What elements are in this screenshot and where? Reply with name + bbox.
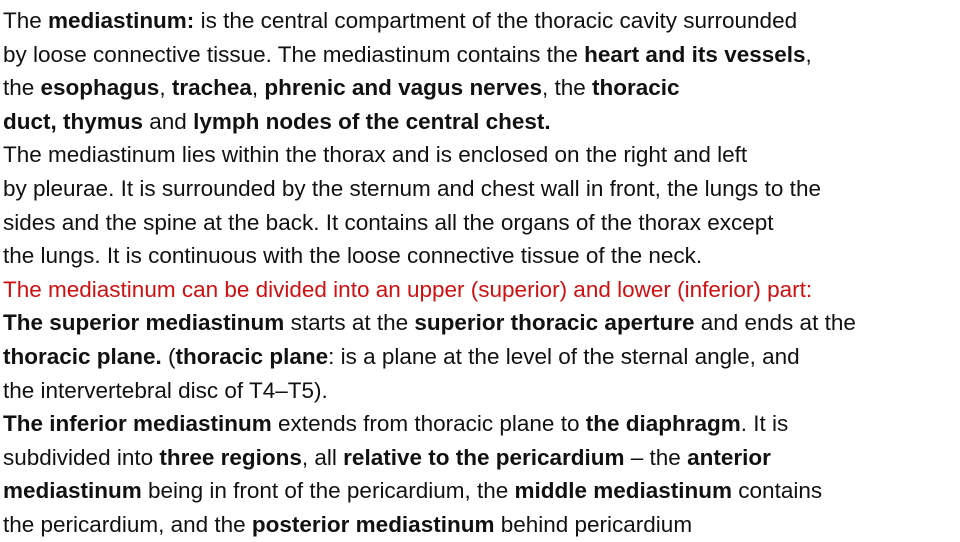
bold-term: phrenic and vagus nerves xyxy=(264,75,542,101)
text-segment: being in front of the pericardium, the xyxy=(141,478,515,504)
text-segment: by pleurae. It is surrounded by the sternum and chest wall in front, the lungs to the xyxy=(3,175,821,201)
text-segment: and xyxy=(143,108,194,134)
text-segment: and ends at the xyxy=(694,310,856,336)
text-line xyxy=(3,474,957,508)
bold-term: trachea xyxy=(171,75,252,101)
text-line xyxy=(3,306,957,340)
text-segment: the xyxy=(3,75,41,101)
text-line xyxy=(3,508,957,542)
bold-term: thoracic plane. xyxy=(3,343,162,369)
text-line xyxy=(3,105,957,139)
text-line xyxy=(3,206,957,240)
text-segment: – the xyxy=(624,444,688,470)
text-segment: sides and the spine at the back. It contains all the organs of the thorax except xyxy=(3,209,774,235)
bold-term: esophagus xyxy=(40,75,160,101)
bold-term: superior thoracic aperture xyxy=(414,310,695,336)
text-line xyxy=(3,71,957,105)
bold-term: lymph nodes of the central chest. xyxy=(193,108,551,134)
text-segment: The mediastinum lies within the thorax and is enclosed on the right and left xyxy=(3,142,748,168)
bold-term: duct, thymus xyxy=(3,108,144,134)
text-segment: contains xyxy=(732,478,823,504)
bold-term: mediastinum: xyxy=(48,8,195,33)
text-segment: the lungs. It is continuous with the loose connective tissue of the neck. xyxy=(3,243,703,269)
bold-term: thoracic plane xyxy=(175,343,329,369)
text-segment: subdivided into xyxy=(3,444,160,470)
text-line xyxy=(3,374,957,408)
text-segment: , xyxy=(805,41,812,67)
text-segment: , xyxy=(251,75,265,101)
text-line xyxy=(3,138,957,172)
bold-term: The inferior mediastinum xyxy=(3,411,272,437)
bold-term: relative to the pericardium xyxy=(343,444,625,470)
text-line xyxy=(3,273,957,307)
text-segment: ( xyxy=(161,343,176,369)
text-segment: behind pericardium xyxy=(494,511,693,537)
text-line xyxy=(3,239,957,273)
text-segment: . It is xyxy=(740,411,789,437)
text-segment: : is a plane at the level of the sternal angle, and xyxy=(328,343,800,369)
text-segment: is the central compartment of the thoracic cavity surrounded xyxy=(194,8,798,33)
text-segment: extends from thoracic plane to xyxy=(271,411,586,437)
bold-term: three regions xyxy=(159,444,302,470)
text-segment: The xyxy=(3,8,49,33)
bold-term: posterior mediastinum xyxy=(251,511,495,537)
text-segment: by loose connective tissue. The mediastinum contains the xyxy=(3,41,585,67)
bold-term: thoracic xyxy=(592,75,680,101)
text-segment: starts at the xyxy=(284,310,415,336)
slide-text-body xyxy=(3,4,957,542)
text-line xyxy=(3,4,957,38)
text-line xyxy=(3,340,957,374)
bold-term: The superior mediastinum xyxy=(3,310,285,336)
bold-term: the diaphragm xyxy=(585,411,741,437)
text-line xyxy=(3,172,957,206)
text-segment: , the xyxy=(542,75,593,101)
text-segment: , all xyxy=(301,444,344,470)
bold-term: middle mediastinum xyxy=(514,478,733,504)
text-line xyxy=(3,441,957,475)
text-segment: the intervertebral disc of T4–T5). xyxy=(3,377,328,403)
bold-term: anterior xyxy=(687,444,771,470)
text-segment: The mediastinum can be divided into an upper (superior) and lower (inferior) part: xyxy=(3,276,813,302)
text-line xyxy=(3,407,957,441)
text-line xyxy=(3,38,957,72)
text-segment: , xyxy=(159,75,172,101)
bold-term: heart and its vessels xyxy=(584,41,806,67)
bold-term: mediastinum xyxy=(3,478,142,504)
text-segment: the pericardium, and the xyxy=(3,511,252,537)
